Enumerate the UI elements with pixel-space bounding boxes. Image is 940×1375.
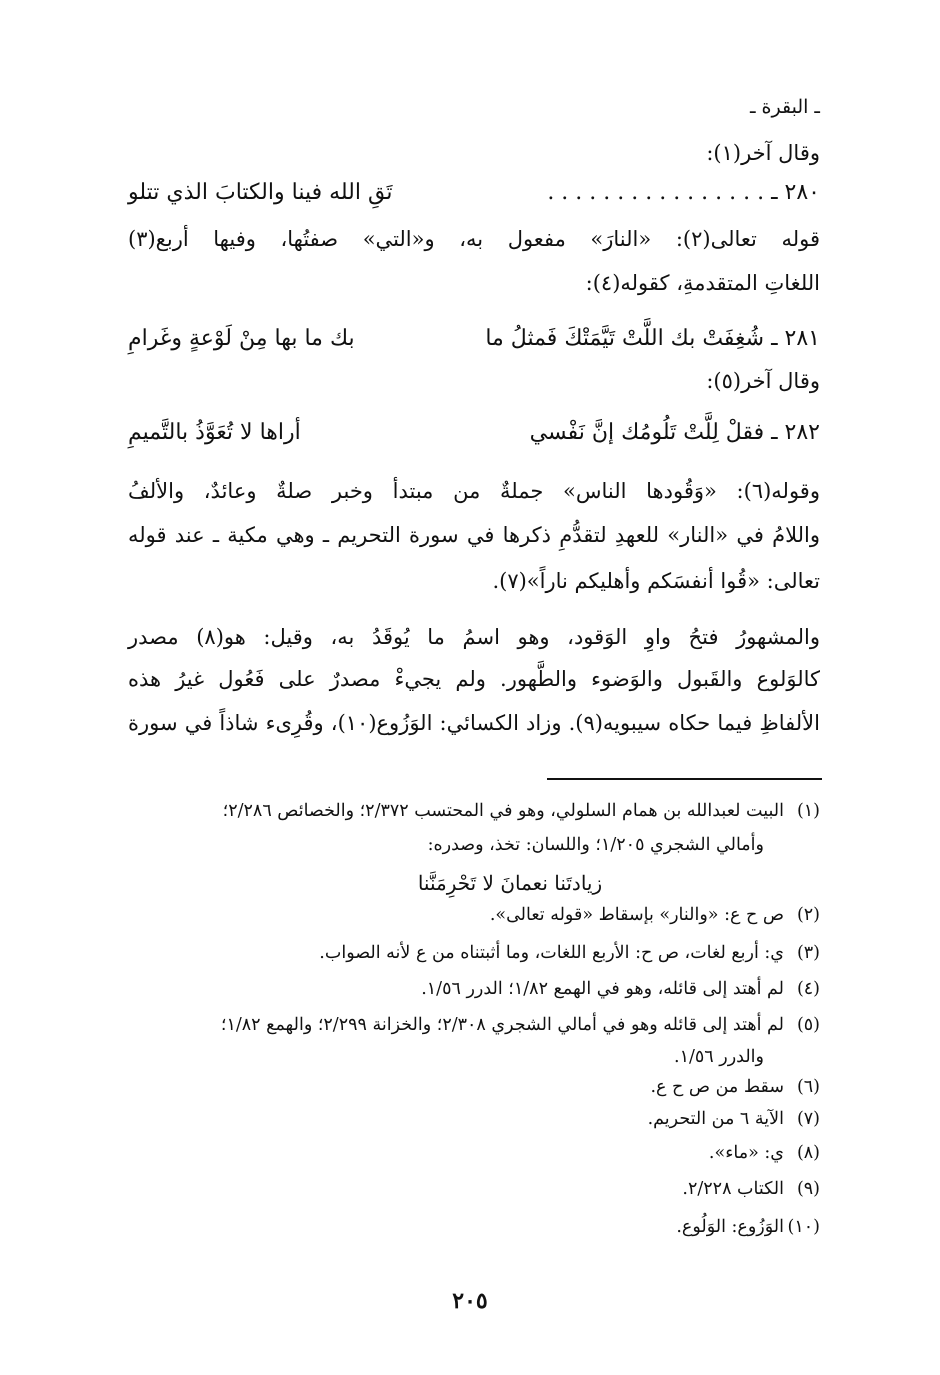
text-line: كالوَلوع والقَبول والوَضوء والطَّهور. ولم يجيءْ مصدرٌ على فَعُول غيرُ هذه	[128, 667, 820, 691]
footnote	[128, 976, 820, 1002]
footnote-separator	[547, 778, 822, 780]
text-line: الألفاظِ فيما حكاه سيبويه(٩). وزاد الكسائي: الوَزُوع(١٠)، وقُرِىء شاذاً في سورة	[128, 711, 820, 735]
footnote	[128, 1044, 764, 1070]
footnote-number: (٢)	[796, 905, 820, 925]
text-line: وقال آخر(١):	[706, 141, 820, 165]
footnote	[128, 1176, 820, 1202]
footnote	[128, 902, 820, 928]
footnote-text: الوَزُوع: الوَلُوع.	[676, 1217, 784, 1237]
page-number: ٢٠٥	[452, 1288, 488, 1314]
footnote-text: لم أهتد إلى قائله وهو في أمالي الشجري ٢/٣٠٨؛ والخزانة ٢/٢٩٩؛ والهمع ١/٨٢؛	[220, 1015, 784, 1035]
footnote	[128, 798, 820, 824]
footnote-number: (١٠)	[787, 1217, 820, 1237]
footnote-text: سقط من ص ح ع.	[650, 1077, 784, 1097]
footnote-text: لم أهتد إلى قائله، وهو في الهمع ١/٨٢؛ الدرر ١/٥٦.	[421, 979, 784, 999]
verse-second-hemistich: بك ما بها مِنْ لَوْعةٍ وغَرامِ	[128, 326, 355, 351]
footnote	[128, 1140, 820, 1166]
text-line: والمشهورُ فتحُ واوِ الوَقود، وهو اسمُ ما يُوقَدُ به، وقيل: هو(٨) مصدر	[128, 625, 820, 649]
text-line: اللغاتِ المتقدمةِ، كقوله(٤):	[585, 271, 820, 295]
footnote-number: (٣)	[796, 943, 820, 963]
verse-first-hemistich: ٢٨٢ ـ فقلْ لِلَّتْ تَلُومُك إنَّ نَفْسي	[529, 420, 820, 445]
footnote-number: (٧)	[796, 1109, 820, 1129]
footnote-number: (٥)	[796, 1015, 820, 1035]
verse-second-hemistich: أراها لا تُعَوَّذُ بالتَّميمِ	[128, 420, 301, 445]
text-line: وقوله(٦): «وَقُودها الناس» جملةٌ من مبتدأ وخبر صلةٌ وعائدٌ، والألفُ	[128, 479, 820, 503]
footnote-text: الآية ٦ من التحريم.	[647, 1109, 784, 1129]
footnote-text: الكتاب ٢/٢٢٨.	[682, 1179, 784, 1199]
footnote-number: (٤)	[796, 979, 820, 999]
footnote	[330, 870, 690, 896]
footnote-number: (١)	[796, 801, 820, 821]
footnote-text: ي: «ماء».	[708, 1143, 784, 1163]
verse-second-hemistich: تَقِ الله فينا والكتابَ الذي تتلو	[128, 180, 393, 205]
footnote-number: (٨)	[796, 1143, 820, 1163]
footnote	[128, 1214, 820, 1240]
footnote-text: ص ح ع: «والنار» بإسقاط «قوله تعالى».	[489, 905, 784, 925]
footnote-text: البيت لعبدالله بن همام السلولي، وهو في المحتسب ٢/٣٧٢؛ والخصائص ٢/٢٨٦؛	[222, 801, 784, 821]
footnote-number: (٩)	[796, 1179, 820, 1199]
footnote-number: (٦)	[796, 1077, 820, 1097]
text-line: وقال آخر(٥):	[706, 369, 820, 393]
footnote-text: ي: أربع لغات، ص ح: الأربع اللغات، وما أثبتناه من ع لأنه الصواب.	[319, 943, 784, 963]
footnote	[128, 1106, 820, 1132]
footnote	[128, 832, 764, 858]
verse-first-hemistich: ٢٨٠ ـ . . . . . . . . . . . . . . . .	[547, 180, 820, 205]
verse-first-hemistich: ٢٨١ ـ شُغِفَتْ بك اللَّتْ تَيَّمَتْكَ فَمثلُ ما	[485, 326, 820, 351]
footnote	[128, 1074, 820, 1100]
footnote-text: وأمالي الشجري ١/٢٠٥؛ واللسان: تخذ، وصدره:	[427, 835, 764, 855]
footnote-text: زيادتَنا نعمانَ لا تَحْرِمَنَّنا	[417, 871, 603, 895]
text-line: قوله تعالى(٢): «النارَ» مفعول به، و«التي» صفتُها، وفيها أربع(٣)	[128, 227, 820, 251]
footnote-text: والدرر ١/٥٦.	[674, 1047, 764, 1067]
running-header: ـ البقرة ـ	[749, 96, 820, 118]
text-line: واللامُ في «النار» للعهدِ لتقدُّمِ ذكرها في سورة التحريم ـ وهي مكية ـ عند قوله	[128, 523, 820, 547]
footnote	[128, 1012, 820, 1038]
footnote	[128, 940, 820, 966]
text-line: تعالى: «قُوا أنفسَكم وأهليكم ناراً»(٧).	[492, 569, 820, 593]
